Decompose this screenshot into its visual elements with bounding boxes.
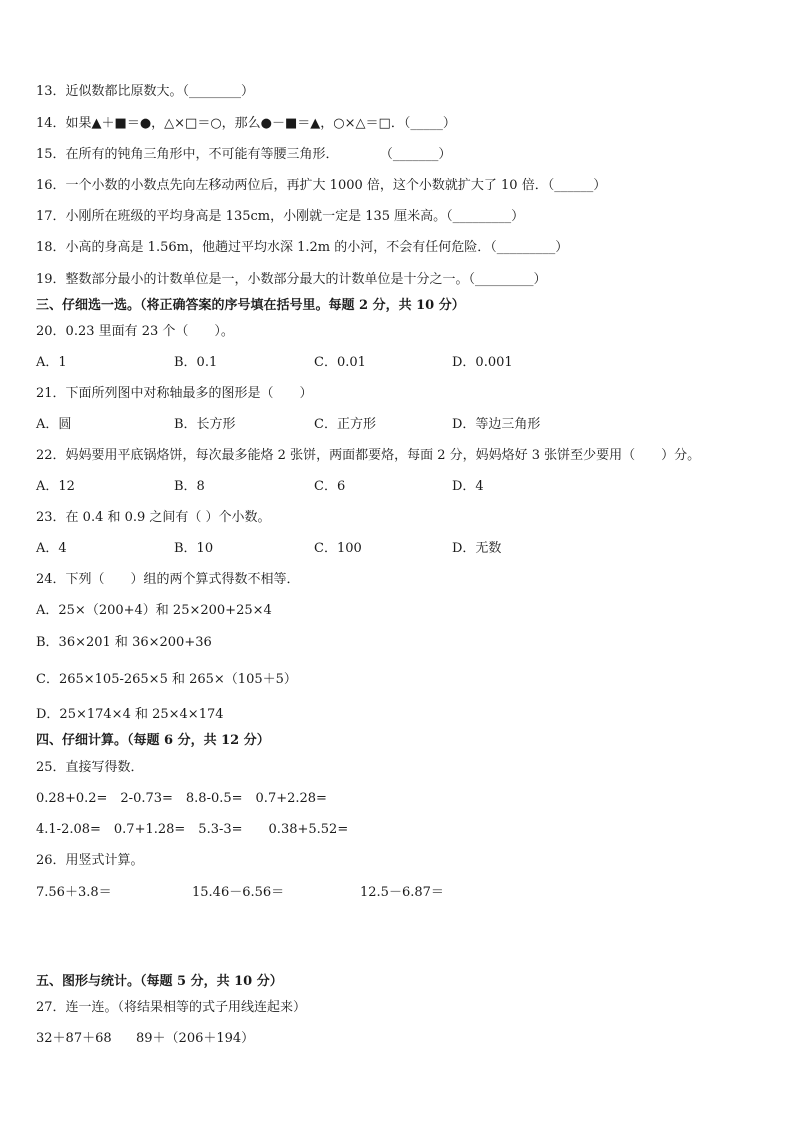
q20-option-a: A．1 [36,355,67,370]
q20-option-d: D．0.001 [452,355,513,370]
q22-option-b: B．8 [174,479,205,494]
q24-option-b: B．36×201 和 36×200+36 [36,635,212,650]
question-27: 27．连一连。（将结果相等的式子用线连起来） [36,1000,307,1015]
q25-row-1: 0.28+0.2= 2-0.73= 8.8-0.5= 0.7+2.28= [36,791,327,806]
q25-row-2: 4.1-2.08= 0.7+1.28= 5.3-3= 0.38+5.52= [36,822,349,837]
q26-item-1: 7.56＋3.8＝ [36,885,112,900]
q23-option-a: A．4 [36,541,67,556]
question-17: 17．小刚所在班级的平均身高是 135cm，小刚就一定是 135 厘米高。（_________） [36,209,525,224]
q24-option-a: A．25×（200+4）和 25×200+25×4 [36,603,272,618]
section-4-heading: 四、仔细计算。（每题 6 分，共 12 分） [36,733,270,748]
q21-option-a: A．圆 [36,417,72,432]
question-14: 14．如果▲＋■＝●，△×□＝○，那么●－■＝▲，○×△＝□．（_____） [36,116,456,131]
question-22: 22．妈妈要用平底锅烙饼，每次最多能烙 2 张饼，两面都要烙，每面 2 分，妈妈烙好 3 张饼至少要用（ ）分。 [36,448,701,463]
q21-option-d: D．等边三角形 [452,417,541,432]
q20-option-c: C．0.01 [314,355,366,370]
q26-item-2: 15.46－6.56＝ [192,885,285,900]
q24-option-c: C．265×105-265×5 和 265×（105＋5） [36,672,297,687]
question-21: 21．下面所列图中对称轴最多的图形是（ ） [36,386,313,401]
question-13: 13．近似数都比原数大。（________） [36,84,255,99]
q23-option-c: C．100 [314,541,362,556]
q20-option-b: B．0.1 [174,355,218,370]
question-16: 16．一个小数的小数点先向左移动两位后，再扩大 1000 倍，这个小数就扩大了 10 倍．（______） [36,178,607,193]
question-15: 15．在所有的钝角三角形中，不可能有等腰三角形． （_______） [36,147,452,162]
q21-option-c: C．正方形 [314,417,376,432]
section-3-heading: 三、仔细选一选。（将正确答案的序号填在括号里。每题 2 分，共 10 分） [36,298,465,313]
q23-option-d: D．无数 [452,541,502,556]
question-19: 19．整数部分最小的计数单位是一，小数部分最大的计数单位是十分之一。（_________） [36,272,547,287]
q27-item-2: 89＋（206＋194） [136,1031,255,1046]
q23-option-b: B．10 [174,541,214,556]
question-26: 26．用竖式计算。 [36,853,144,868]
question-20: 20．0.23 里面有 23 个（ ）。 [36,324,234,339]
question-18: 18．小高的身高是 1.56m，他趟过平均水深 1.2m 的小河，不会有任何危险．（_________） [36,240,569,255]
q22-option-c: C．6 [314,479,346,494]
q26-item-3: 12.5－6.87＝ [360,885,444,900]
q22-option-d: D．4 [452,479,484,494]
question-25: 25．直接写得数． [36,760,144,775]
question-23: 23．在 0.4 和 0.9 之间有（ ）个小数。 [36,510,271,525]
q22-option-a: A．12 [36,479,75,494]
question-24: 24．下列（ ）组的两个算式得数不相等． [36,572,300,587]
q27-item-1: 32＋87＋68 [36,1031,112,1046]
section-5-heading: 五、图形与统计。（每题 5 分，共 10 分） [36,974,283,989]
q21-option-b: B．长方形 [174,417,236,432]
q24-option-d: D．25×174×4 和 25×4×174 [36,707,224,722]
